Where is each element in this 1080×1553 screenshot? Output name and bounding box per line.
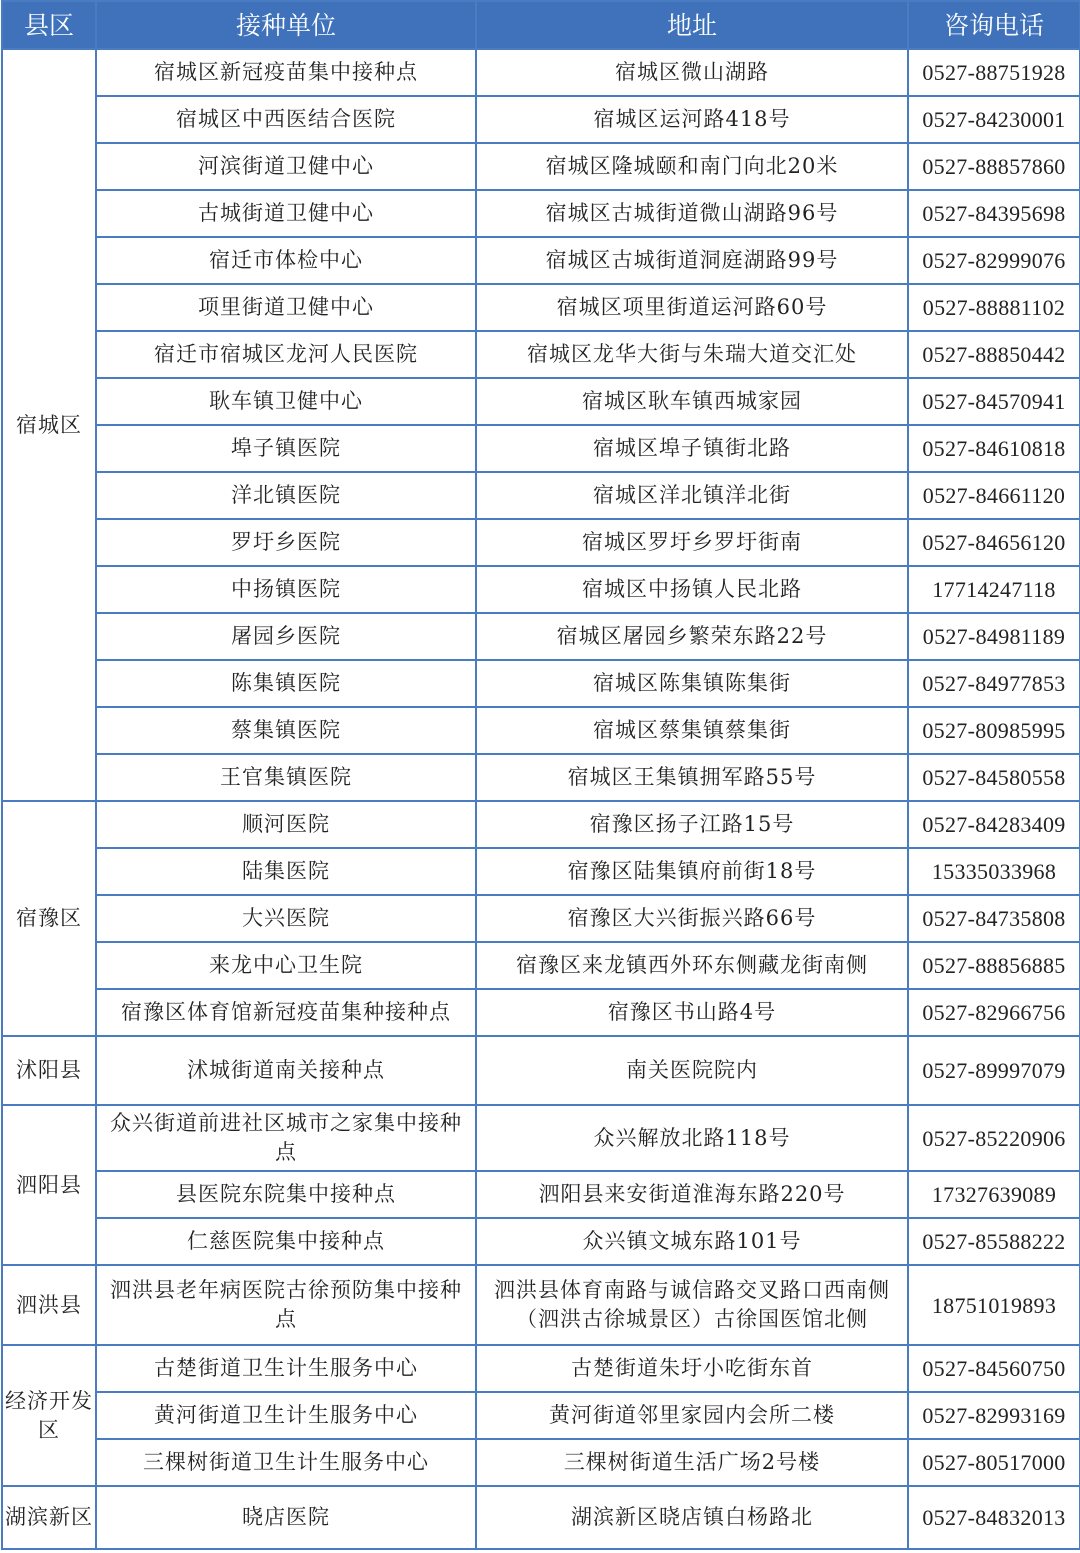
unit-cell: 项里街道卫健中心: [96, 284, 476, 331]
district-cell: 泗阳县: [2, 1105, 96, 1265]
unit-cell: 洋北镇医院: [96, 472, 476, 519]
district-cell: 沭阳县: [2, 1036, 96, 1105]
address-cell: 宿城区微山湖路: [476, 49, 908, 96]
phone-cell: 0527-84661120: [908, 472, 1080, 519]
unit-cell: 顺河医院: [96, 801, 476, 848]
address-cell: 宿城区陈集镇陈集街: [476, 660, 908, 707]
table-row: [2, 96, 1080, 143]
unit-cell: 晓店医院: [96, 1486, 476, 1549]
phone-cell: 0527-88751928: [908, 49, 1080, 96]
address-cell: 宿城区王集镇拥军路55号: [476, 754, 908, 801]
phone-cell: 0527-88850442: [908, 331, 1080, 378]
table-row: [2, 472, 1080, 519]
table-row: [2, 613, 1080, 660]
address-cell: 黄河街道邻里家园内会所二楼: [476, 1392, 908, 1439]
unit-cell: 古城街道卫健中心: [96, 190, 476, 237]
district-cell: 宿豫区: [2, 801, 96, 1036]
unit-cell: 宿城区中西医结合医院: [96, 96, 476, 143]
phone-cell: 0527-89997079: [908, 1036, 1080, 1105]
table-row: [2, 660, 1080, 707]
unit-cell: 县医院东院集中接种点: [96, 1171, 476, 1218]
header-phone: 咨询电话: [908, 1, 1080, 49]
unit-cell: 仁慈医院集中接种点: [96, 1218, 476, 1265]
table-row: [2, 284, 1080, 331]
phone-cell: 0527-82993169: [908, 1392, 1080, 1439]
phone-cell: 0527-84981189: [908, 613, 1080, 660]
table-row: [2, 566, 1080, 613]
table-row: [2, 1265, 1080, 1345]
address-cell: 宿豫区书山路4号: [476, 989, 908, 1036]
address-cell: 三棵树街道生活广场2号楼: [476, 1439, 908, 1486]
phone-cell: 18751019893: [908, 1265, 1080, 1345]
table-row: [2, 1345, 1080, 1392]
phone-cell: 15335033968: [908, 848, 1080, 895]
table-row: [2, 801, 1080, 848]
table-row: [2, 848, 1080, 895]
unit-cell: 来龙中心卫生院: [96, 942, 476, 989]
table-row: [2, 895, 1080, 942]
table-row: [2, 425, 1080, 472]
unit-cell: 沭城街道南关接种点: [96, 1036, 476, 1105]
phone-cell: 0527-84832013: [908, 1486, 1080, 1549]
unit-cell: 宿迁市体检中心: [96, 237, 476, 284]
phone-cell: 0527-88856885: [908, 942, 1080, 989]
header-unit: 接种单位: [96, 1, 476, 49]
table-row: [2, 1486, 1080, 1549]
address-cell: 众兴镇文城东路101号: [476, 1218, 908, 1265]
table-row: [2, 237, 1080, 284]
unit-cell: 泗洪县老年病医院古徐预防集中接种点: [96, 1265, 476, 1345]
district-cell: 宿城区: [2, 49, 96, 801]
phone-cell: 0527-84570941: [908, 378, 1080, 425]
unit-cell: 陈集镇医院: [96, 660, 476, 707]
unit-cell: 蔡集镇医院: [96, 707, 476, 754]
table-row: [2, 378, 1080, 425]
table-row: [2, 1392, 1080, 1439]
table-row: [2, 190, 1080, 237]
address-cell: 宿城区运河路418号: [476, 96, 908, 143]
table-row: [2, 1105, 1080, 1171]
phone-cell: 0527-88881102: [908, 284, 1080, 331]
address-cell: 宿城区隆城颐和南门向北20米: [476, 143, 908, 190]
address-cell: 宿豫区大兴街振兴路66号: [476, 895, 908, 942]
address-cell: 宿城区罗圩乡罗圩街南: [476, 519, 908, 566]
unit-cell: 大兴医院: [96, 895, 476, 942]
unit-cell: 中扬镇医院: [96, 566, 476, 613]
table-row: [2, 1171, 1080, 1218]
table-row: [2, 143, 1080, 190]
address-cell: 宿城区埠子镇街北路: [476, 425, 908, 472]
unit-cell: 陆集医院: [96, 848, 476, 895]
unit-cell: 宿城区新冠疫苗集中接种点: [96, 49, 476, 96]
address-cell: 宿城区屠园乡繁荣东路22号: [476, 613, 908, 660]
header-row: [2, 1, 1080, 49]
address-cell: 泗洪县体育南路与诚信路交叉路口西南侧（泗洪古徐城景区）古徐国医馆北侧: [476, 1265, 908, 1345]
phone-cell: 0527-85588222: [908, 1218, 1080, 1265]
table-row: [2, 49, 1080, 96]
table-row: [2, 989, 1080, 1036]
phone-cell: 0527-80985995: [908, 707, 1080, 754]
phone-cell: 17327639089: [908, 1171, 1080, 1218]
phone-cell: 0527-85220906: [908, 1105, 1080, 1171]
address-cell: 宿城区龙华大街与朱瑞大道交汇处: [476, 331, 908, 378]
header-address: 地址: [476, 1, 908, 49]
phone-cell: 0527-88857860: [908, 143, 1080, 190]
unit-cell: 屠园乡医院: [96, 613, 476, 660]
header-district: 县区: [2, 1, 96, 49]
address-cell: 南关医院院内: [476, 1036, 908, 1105]
address-cell: 宿城区耿车镇西城家园: [476, 378, 908, 425]
unit-cell: 三棵树街道卫生计生服务中心: [96, 1439, 476, 1486]
address-cell: 宿城区蔡集镇蔡集街: [476, 707, 908, 754]
district-cell: 湖滨新区: [2, 1486, 96, 1549]
address-cell: 宿豫区扬子江路15号: [476, 801, 908, 848]
address-cell: 宿城区中扬镇人民北路: [476, 566, 908, 613]
table-row: [2, 519, 1080, 566]
address-cell: 宿城区项里街道运河路60号: [476, 284, 908, 331]
address-cell: 古楚街道朱圩小吃街东首: [476, 1345, 908, 1392]
unit-cell: 众兴街道前进社区城市之家集中接种点: [96, 1105, 476, 1171]
district-cell: 泗洪县: [2, 1265, 96, 1345]
phone-cell: 0527-82966756: [908, 989, 1080, 1036]
phone-cell: 0527-84580558: [908, 754, 1080, 801]
address-cell: 宿城区古城街道微山湖路96号: [476, 190, 908, 237]
phone-cell: 17714247118: [908, 566, 1080, 613]
address-cell: 众兴解放北路118号: [476, 1105, 908, 1171]
table-row: [2, 942, 1080, 989]
phone-cell: 0527-80517000: [908, 1439, 1080, 1486]
phone-cell: 0527-84395698: [908, 190, 1080, 237]
unit-cell: 宿迁市宿城区龙河人民医院: [96, 331, 476, 378]
unit-cell: 黄河街道卫生计生服务中心: [96, 1392, 476, 1439]
address-cell: 宿城区古城街道洞庭湖路99号: [476, 237, 908, 284]
phone-cell: 0527-84977853: [908, 660, 1080, 707]
address-cell: 宿城区洋北镇洋北街: [476, 472, 908, 519]
phone-cell: 0527-84735808: [908, 895, 1080, 942]
unit-cell: 宿豫区体育馆新冠疫苗集种接种点: [96, 989, 476, 1036]
address-cell: 湖滨新区晓店镇白杨路北: [476, 1486, 908, 1549]
unit-cell: 罗圩乡医院: [96, 519, 476, 566]
unit-cell: 王官集镇医院: [96, 754, 476, 801]
phone-cell: 0527-84656120: [908, 519, 1080, 566]
phone-cell: 0527-82999076: [908, 237, 1080, 284]
phone-cell: 0527-84230001: [908, 96, 1080, 143]
unit-cell: 古楚街道卫生计生服务中心: [96, 1345, 476, 1392]
district-cell: 经济开发区: [2, 1345, 96, 1486]
table-row: [2, 1439, 1080, 1486]
table-row: [2, 754, 1080, 801]
table-row: [2, 707, 1080, 754]
unit-cell: 耿车镇卫健中心: [96, 378, 476, 425]
phone-cell: 0527-84610818: [908, 425, 1080, 472]
table-row: [2, 1036, 1080, 1105]
unit-cell: 河滨街道卫健中心: [96, 143, 476, 190]
table-row: [2, 1218, 1080, 1265]
address-cell: 宿豫区陆集镇府前街18号: [476, 848, 908, 895]
phone-cell: 0527-84283409: [908, 801, 1080, 848]
address-cell: 泗阳县来安街道淮海东路220号: [476, 1171, 908, 1218]
table-row: [2, 331, 1080, 378]
unit-cell: 埠子镇医院: [96, 425, 476, 472]
address-cell: 宿豫区来龙镇西外环东侧藏龙街南侧: [476, 942, 908, 989]
phone-cell: 0527-84560750: [908, 1345, 1080, 1392]
vaccination-sites-table: [1, 0, 1080, 1550]
